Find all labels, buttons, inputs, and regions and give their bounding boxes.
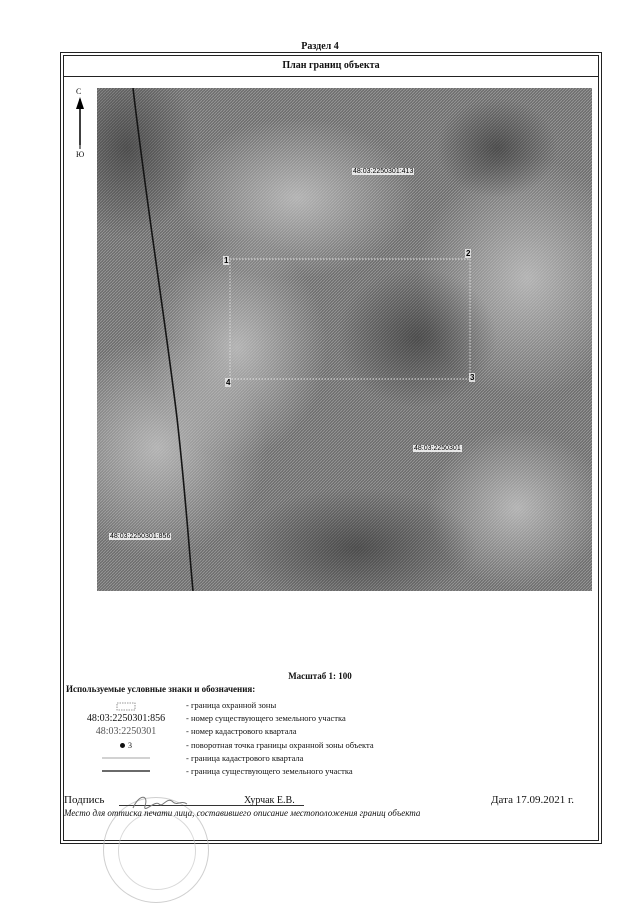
stamp-place-note: Место для оттиска печати лица, составившего описание местоположения границ объекта — [64, 808, 421, 818]
quarter-boundary-symbol — [66, 753, 186, 765]
point-dot-icon — [120, 743, 125, 748]
map-canvas — [97, 88, 592, 591]
legend-description: - граница существующего земельного участка — [186, 766, 353, 776]
turning-point-symbol: 3 — [66, 740, 186, 751]
turning-point-4: 4 — [226, 378, 231, 387]
quarter-number-symbol: 48:03:2250301 — [95, 726, 157, 737]
parcel-label-top: 48:03:2250301:413 — [353, 168, 414, 175]
plan-title: План границ объекта — [63, 55, 599, 77]
turning-point-2: 2 — [466, 249, 471, 258]
legend-description: - номер существующего земельного участка — [186, 713, 346, 723]
legend-item — [66, 766, 596, 779]
north-label: С — [76, 87, 82, 96]
legend-item — [66, 753, 596, 766]
signer-name: Хурчак Е.В. — [244, 795, 295, 806]
legend-description: - граница кадастрового квартала — [186, 753, 304, 763]
zone-boundary-symbol — [66, 700, 186, 714]
legend-item — [66, 713, 596, 726]
legend-description: - граница охранной зоны — [186, 700, 277, 710]
legend-description: - номер кадастрового квартала — [186, 726, 297, 736]
legend-description: - поворотная точка границы охранной зоны объекта — [186, 740, 374, 750]
signature-date: Дата 17.09.2021 г. — [491, 794, 574, 806]
legend-title: Используемые условные знаки и обозначения: — [66, 684, 256, 694]
satellite-map — [97, 88, 592, 591]
legend-item — [66, 700, 596, 713]
north-arrow — [70, 87, 92, 167]
turning-point-1: 1 — [224, 256, 229, 265]
legend-item — [66, 740, 596, 753]
turning-point-3: 3 — [470, 373, 475, 382]
section-title: Раздел 4 — [301, 41, 339, 52]
quarter-label: 48:03:2250301 — [414, 445, 461, 452]
south-label: Ю — [76, 150, 85, 159]
signature-label: Подпись — [64, 794, 105, 806]
parcel-label-bottom: 48:03:2250301:856 — [110, 533, 171, 540]
parcel-number-symbol: 48:03:2250301:856 — [86, 713, 166, 724]
legend-item — [66, 726, 596, 739]
parcel-boundary-symbol — [66, 766, 186, 778]
scale-label: Масштаб 1: 100 — [288, 671, 352, 681]
